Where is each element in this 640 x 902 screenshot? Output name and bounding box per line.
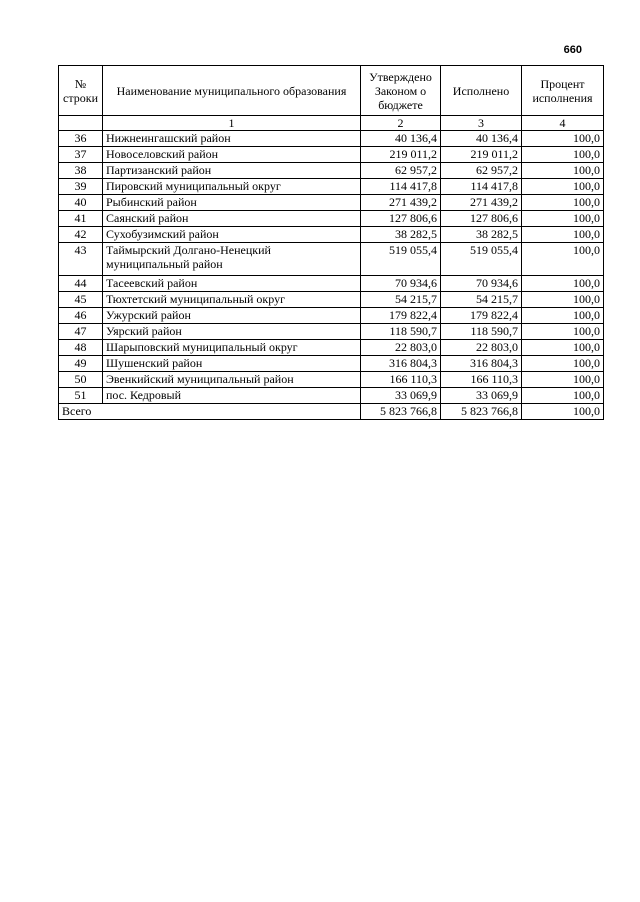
table-row <box>59 276 604 292</box>
percent-value: 100,0 <box>522 340 604 356</box>
row-number: 50 <box>59 372 103 388</box>
municipality-name: Саянский район <box>103 211 361 227</box>
municipality-name: Ужурский район <box>103 308 361 324</box>
executed-value: 54 215,7 <box>441 292 522 308</box>
budget-execution-table <box>58 65 604 420</box>
page-number: 660 <box>563 44 582 56</box>
table-row <box>59 163 604 179</box>
table-row <box>59 388 604 404</box>
approved-value: 70 934,6 <box>361 276 441 292</box>
approved-value: 38 282,5 <box>361 227 441 243</box>
percent-value: 100,0 <box>522 163 604 179</box>
executed-value: 166 110,3 <box>441 372 522 388</box>
row-number: 41 <box>59 211 103 227</box>
column-index-row <box>59 116 604 131</box>
row-number: 51 <box>59 388 103 404</box>
row-number: 43 <box>59 243 103 276</box>
column-index-blank <box>59 116 103 131</box>
row-number: 37 <box>59 147 103 163</box>
column-index: 2 <box>361 116 441 131</box>
total-label: Всего <box>59 404 361 420</box>
municipality-name: Сухобузимский район <box>103 227 361 243</box>
row-number: 46 <box>59 308 103 324</box>
column-index: 4 <box>522 116 604 131</box>
executed-value: 519 055,4 <box>441 243 522 276</box>
municipality-name: Уярский район <box>103 324 361 340</box>
municipality-name: Нижнеингашский район <box>103 131 361 147</box>
row-number: 45 <box>59 292 103 308</box>
row-number: 36 <box>59 131 103 147</box>
table-row <box>59 147 604 163</box>
table-row <box>59 340 604 356</box>
approved-value: 118 590,7 <box>361 324 441 340</box>
table-body <box>59 131 604 404</box>
row-number: 44 <box>59 276 103 292</box>
table-row <box>59 131 604 147</box>
municipality-name: Тюхтетский муниципальный округ <box>103 292 361 308</box>
row-number: 40 <box>59 195 103 211</box>
total-percent: 100,0 <box>522 404 604 420</box>
percent-value: 100,0 <box>522 324 604 340</box>
percent-value: 100,0 <box>522 131 604 147</box>
approved-value: 114 417,8 <box>361 179 441 195</box>
executed-value: 62 957,2 <box>441 163 522 179</box>
percent-value: 100,0 <box>522 276 604 292</box>
row-number: 48 <box>59 340 103 356</box>
percent-value: 100,0 <box>522 308 604 324</box>
percent-value: 100,0 <box>522 292 604 308</box>
header-executed: Исполнено <box>441 66 522 116</box>
table-row <box>59 372 604 388</box>
approved-value: 519 055,4 <box>361 243 441 276</box>
approved-value: 271 439,2 <box>361 195 441 211</box>
header-municipality-name: Наименование муниципального образования <box>103 66 361 116</box>
percent-value: 100,0 <box>522 388 604 404</box>
approved-value: 62 957,2 <box>361 163 441 179</box>
header-approved: Утверждено Законом о бюджете <box>361 66 441 116</box>
row-number: 42 <box>59 227 103 243</box>
table-row <box>59 243 604 276</box>
municipality-name: Партизанский район <box>103 163 361 179</box>
approved-value: 127 806,6 <box>361 211 441 227</box>
approved-value: 219 011,2 <box>361 147 441 163</box>
executed-value: 179 822,4 <box>441 308 522 324</box>
table-row <box>59 227 604 243</box>
percent-value: 100,0 <box>522 356 604 372</box>
table-row <box>59 211 604 227</box>
municipality-name: Новоселовский район <box>103 147 361 163</box>
approved-value: 54 215,7 <box>361 292 441 308</box>
header-row-number: № строки <box>59 66 103 116</box>
executed-value: 40 136,4 <box>441 131 522 147</box>
executed-value: 38 282,5 <box>441 227 522 243</box>
table-row <box>59 179 604 195</box>
approved-value: 166 110,3 <box>361 372 441 388</box>
approved-value: 22 803,0 <box>361 340 441 356</box>
municipality-name: Шарыповский муниципальный округ <box>103 340 361 356</box>
municipality-name: Таймырский Долгано-Ненецкий муниципальный район <box>103 243 361 276</box>
approved-value: 40 136,4 <box>361 131 441 147</box>
percent-value: 100,0 <box>522 372 604 388</box>
total-row <box>59 404 604 420</box>
municipality-name: пос. Кедровый <box>103 388 361 404</box>
row-number: 39 <box>59 179 103 195</box>
executed-value: 127 806,6 <box>441 211 522 227</box>
percent-value: 100,0 <box>522 147 604 163</box>
row-number: 47 <box>59 324 103 340</box>
approved-value: 316 804,3 <box>361 356 441 372</box>
row-number: 38 <box>59 163 103 179</box>
total-executed: 5 823 766,8 <box>441 404 522 420</box>
municipality-name: Рыбинский район <box>103 195 361 211</box>
approved-value: 179 822,4 <box>361 308 441 324</box>
percent-value: 100,0 <box>522 243 604 276</box>
column-index: 3 <box>441 116 522 131</box>
table-row <box>59 195 604 211</box>
approved-value: 33 069,9 <box>361 388 441 404</box>
executed-value: 271 439,2 <box>441 195 522 211</box>
table-row <box>59 308 604 324</box>
table-row <box>59 324 604 340</box>
municipality-name: Шушенский район <box>103 356 361 372</box>
executed-value: 114 417,8 <box>441 179 522 195</box>
table-row <box>59 356 604 372</box>
municipality-name: Пировский муниципальный округ <box>103 179 361 195</box>
executed-value: 33 069,9 <box>441 388 522 404</box>
percent-value: 100,0 <box>522 195 604 211</box>
executed-value: 118 590,7 <box>441 324 522 340</box>
column-index: 1 <box>103 116 361 131</box>
percent-value: 100,0 <box>522 179 604 195</box>
executed-value: 316 804,3 <box>441 356 522 372</box>
row-number: 49 <box>59 356 103 372</box>
percent-value: 100,0 <box>522 211 604 227</box>
executed-value: 70 934,6 <box>441 276 522 292</box>
percent-value: 100,0 <box>522 227 604 243</box>
table-row <box>59 292 604 308</box>
executed-value: 22 803,0 <box>441 340 522 356</box>
table-header-row <box>59 66 604 116</box>
executed-value: 219 011,2 <box>441 147 522 163</box>
total-approved: 5 823 766,8 <box>361 404 441 420</box>
municipality-name: Эвенкийский муниципальный район <box>103 372 361 388</box>
header-percent: Процент исполнения <box>522 66 604 116</box>
municipality-name: Тасеевский район <box>103 276 361 292</box>
